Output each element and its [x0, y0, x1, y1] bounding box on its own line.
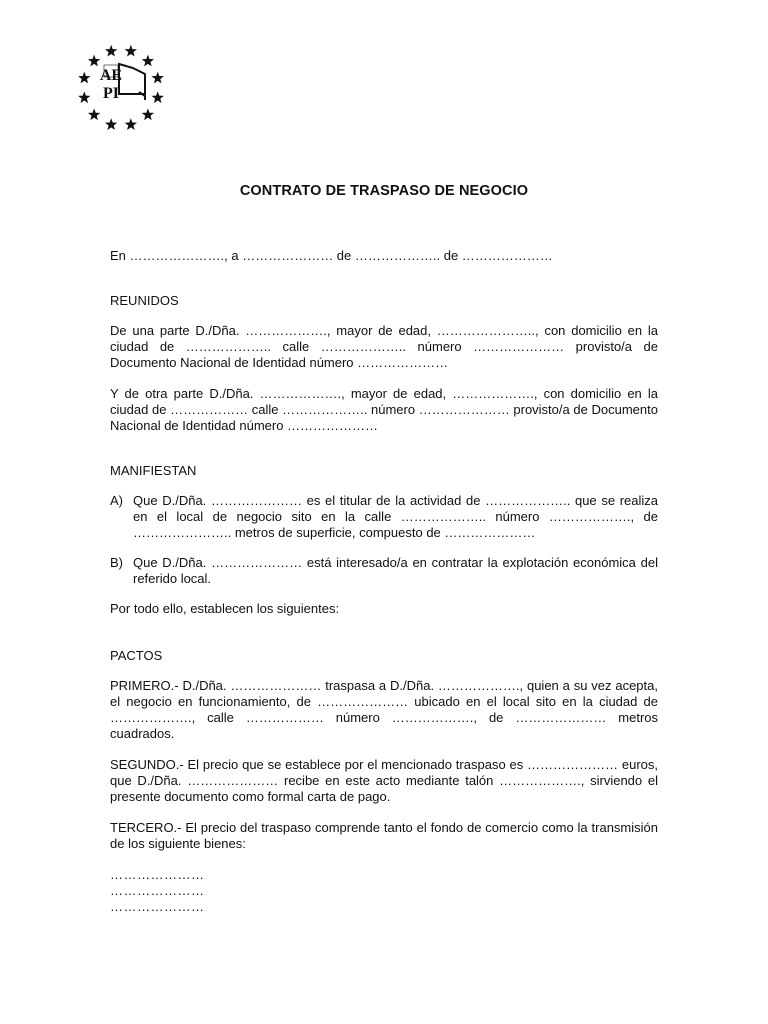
document-title: CONTRATO DE TRASPASO DE NEGOCIO [239, 183, 529, 199]
place-date-line: En …………………., a ………………… de ……………….. de ………………… [110, 248, 553, 263]
star-icon [142, 108, 154, 120]
star-icon [105, 118, 117, 130]
item-text: Que D./Dña. ………………… es el titular de la actividad de ……………….. que se realiza en el local de negocio sito en la calle ……………….. número ………………., de ………………….. metros de superficie, compuesto de ………………… [133, 493, 658, 540]
logo-text-top: AE [99, 67, 123, 84]
manifiestan-item-b [110, 555, 658, 587]
manifiestan-item-a [110, 493, 658, 541]
star-icon [78, 91, 90, 103]
blank-line: ………………… [110, 899, 205, 914]
star-icon [125, 45, 137, 57]
item-label: A) [110, 493, 123, 508]
star-icon [88, 55, 100, 67]
reunidos-second-party: Y de otra parte D./Dña. ………………., mayor de edad, ………………., con domicilio en la ciudad de ……………… calle ……………….. número ………………… provisto/a de Documento Nacional de Identidad número ………………… [110, 386, 658, 433]
pactos-heading: PACTOS [110, 648, 163, 663]
star-icon [125, 118, 137, 130]
reunidos-first-party: De una parte D./Dña. ………………., mayor de edad, ………………….., con domicilio en la ciudad de ……………….. calle ……………….. número ………………… provisto/a de Documento Nacional de Identidad número ………………… [110, 323, 658, 370]
pacto-tercero: TERCERO.- El precio del traspaso comprende tanto el fondo de comercio como la transmisión de los siguiente bienes: [110, 820, 658, 851]
aepi-logo-graphic [73, 42, 169, 134]
manifiestan-closing: Por todo ello, establecen los siguientes: [110, 601, 340, 616]
pacto-segundo: SEGUNDO.- El precio que se establece por el mencionado traspaso es ………………… euros, que D./Dña. ………………… recibe en este acto mediante talón ………………., sirviendo el presente documento como formal carta de pago. [110, 757, 658, 804]
pacto-primero: PRIMERO.- D./Dña. ………………… traspasa a D./Dña. ………………., quien a su vez acepta, el negocio en funcionamiento, de ………………… ubicado en el local sito en la ciudad de ………………., calle ……………… número ………………., de ………………… metros cuadrados. [110, 678, 658, 741]
star-icon [88, 108, 100, 120]
star-icon [105, 45, 117, 57]
star-icon [152, 72, 164, 84]
aepi-logo [73, 42, 169, 134]
document-body [110, 248, 658, 915]
item-label: B) [110, 555, 123, 570]
blank-line: ………………… [110, 867, 205, 882]
item-text: Que D./Dña. ………………… está interesado/a en contratar la explotación económica del referido local. [133, 555, 658, 586]
blank-line: ………………… [110, 883, 205, 898]
logo-text-bottom: PI [103, 85, 119, 102]
goods-list [110, 867, 658, 915]
star-icon [142, 55, 154, 67]
star-icon [78, 72, 90, 84]
star-icon [152, 91, 164, 103]
reunidos-heading: REUNIDOS [110, 293, 179, 308]
manifiestan-heading: MANIFIESTAN [110, 463, 197, 478]
